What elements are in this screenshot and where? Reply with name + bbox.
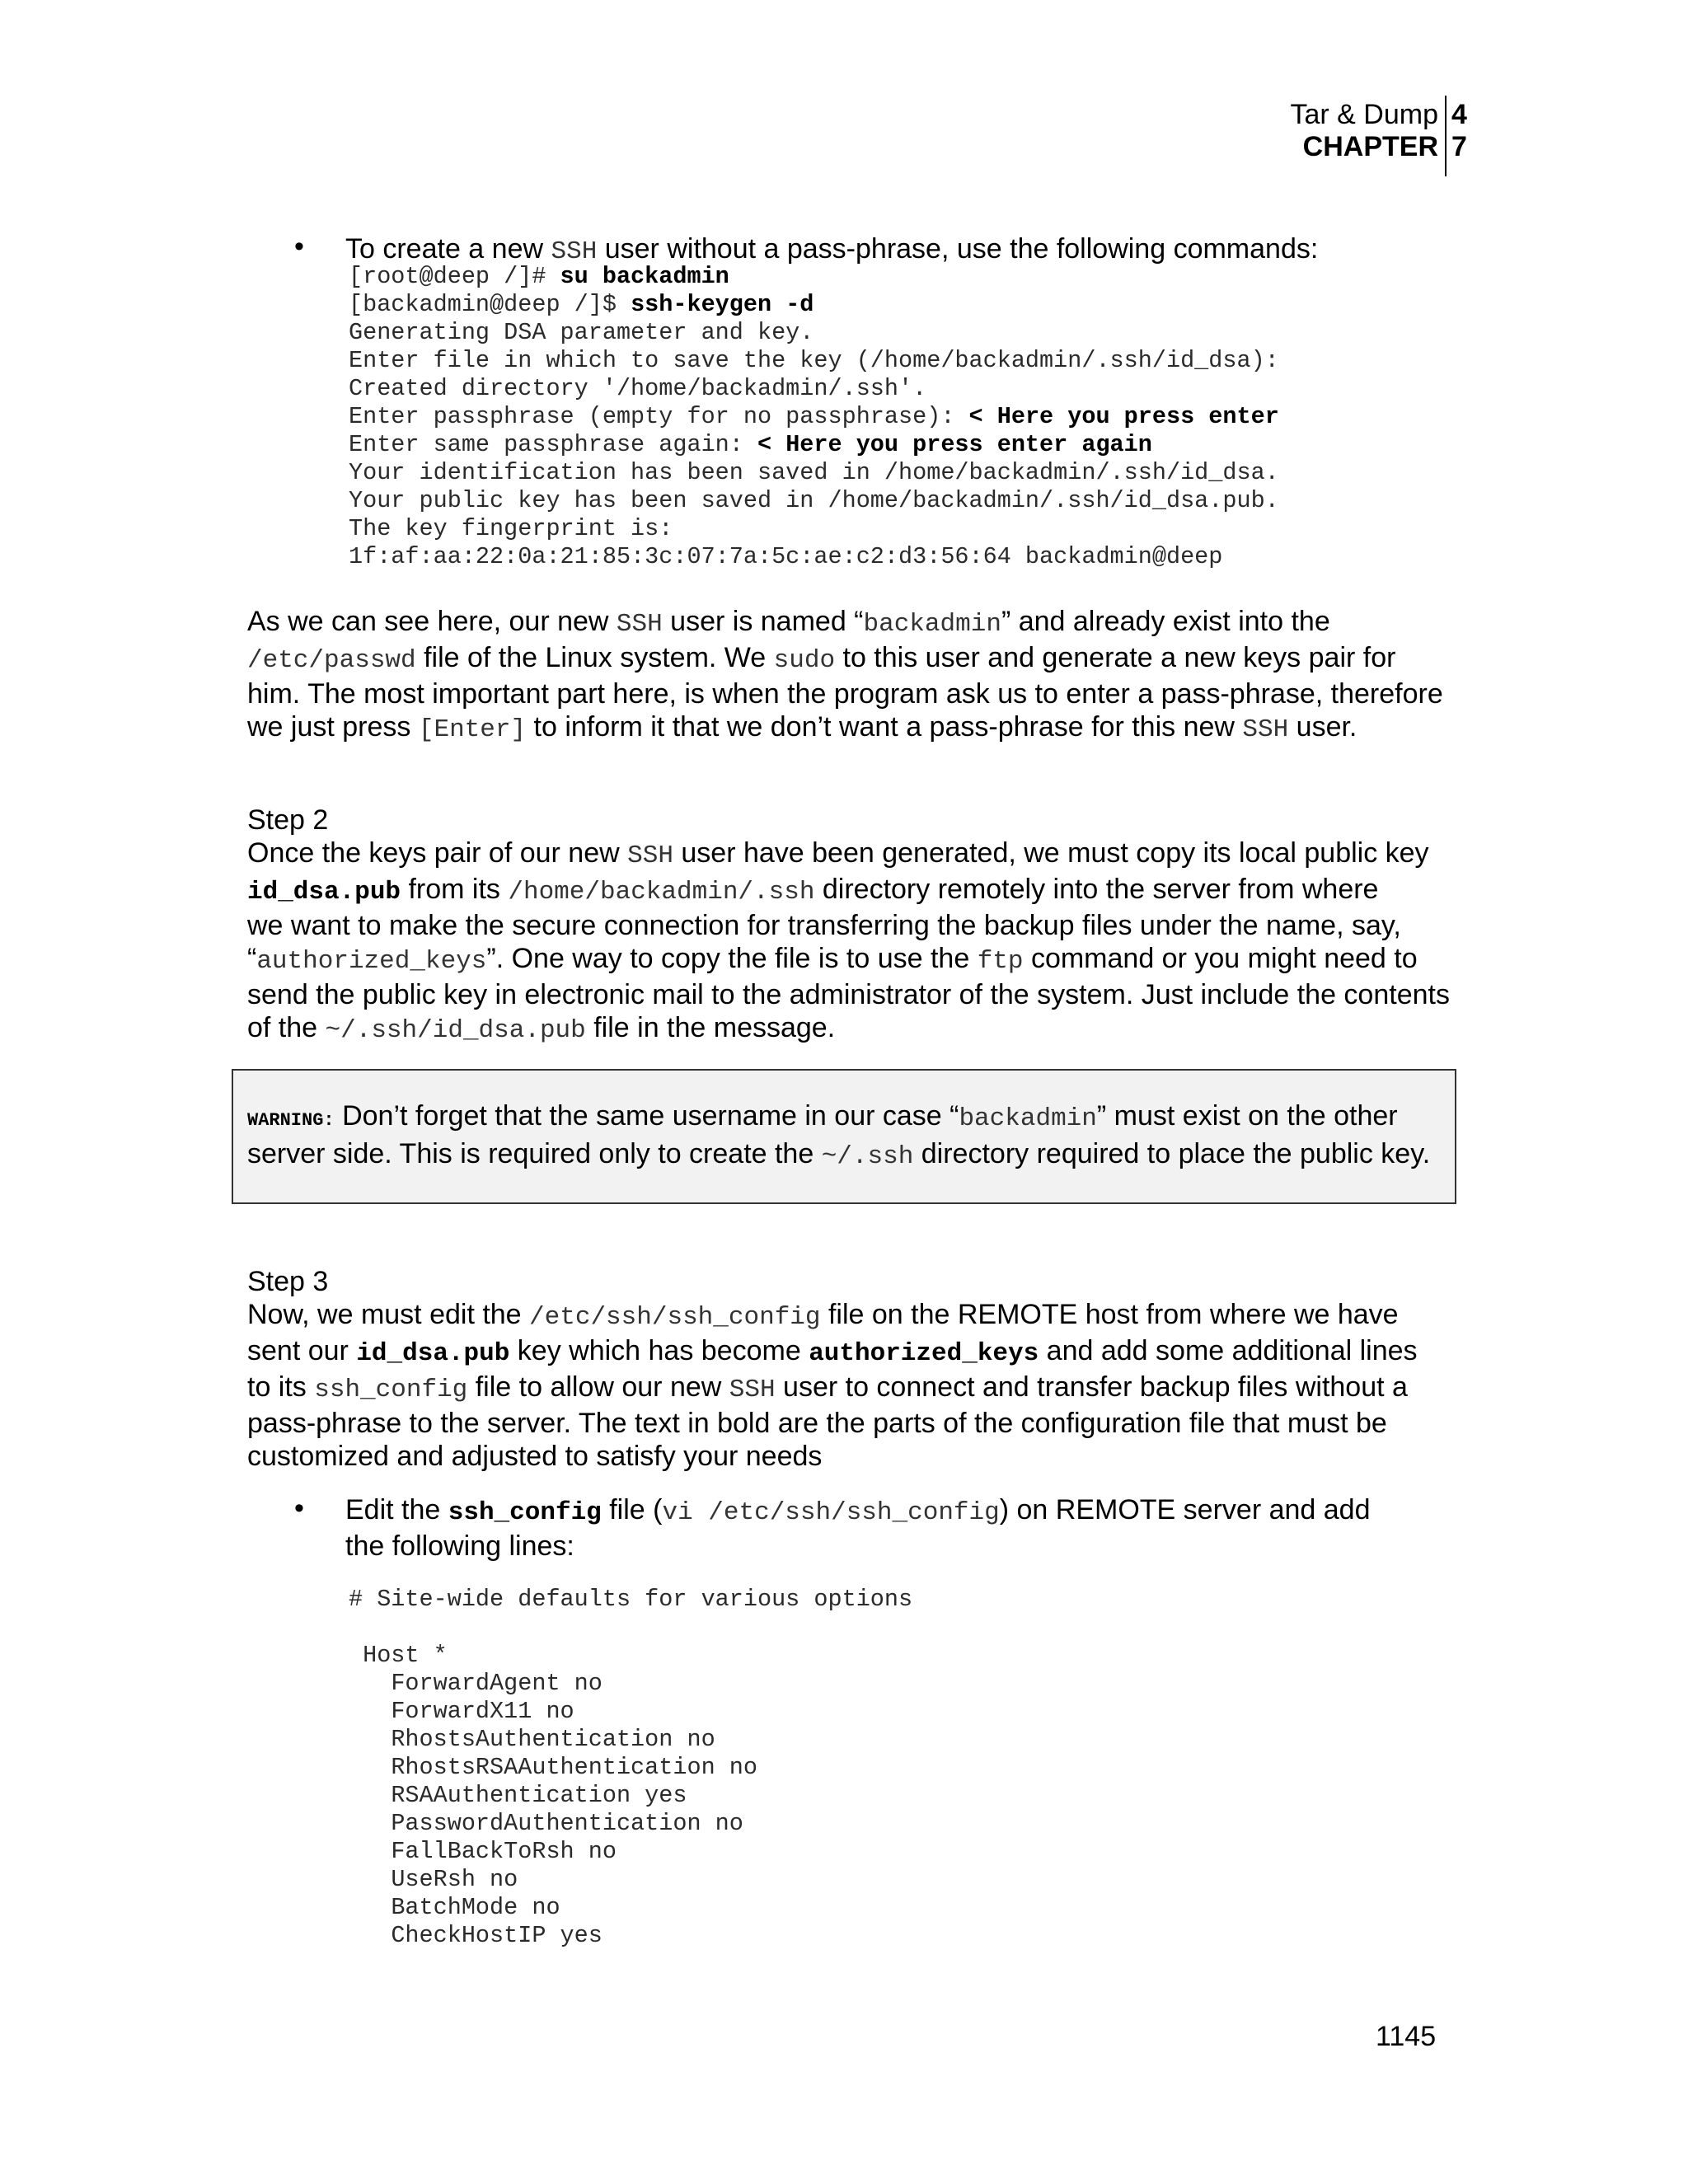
- ssh-config-code-block: # Site-wide defaults for various options Host * ForwardAgent no ForwardX11 no RhostsAuthentication no RhostsRSAAuthentication no RSAAuthentication yes PasswordAuthentication no FallBackToRsh no UseRsh no BatchMode no CheckHostIP yes: [349, 1586, 913, 1949]
- bullet-dot-2: •: [294, 1493, 304, 1524]
- warning-text: WARNING: Don’t forget that the same username in our case “backadmin” must exist on the other server side. This is required only to create the ~/.ssh directory required to place the public key.: [247, 1100, 1431, 1171]
- header-chapter-digit-1: 4: [1451, 99, 1467, 130]
- bullet-dot-1: •: [294, 231, 304, 262]
- step2-section: Step 2 Once the keys pair of our new SSH user have been generated, we must copy its local public key id_dsa.pub from its /home/backadmin/.ssh directory remotely into the server from where we want to make the secure connection for transferring the backup files under the name, say, “authorized_keys”. One way to copy the file is to use the ftp command or you might need to send the public key in electronic mail to the administrator of the system. Just include the contents of the ~/.ssh/id_dsa.pub file in the message.: [247, 804, 1450, 1045]
- paragraph-backadmin: As we can see here, our new SSH user is named “backadmin” and already exist into the /etc/passwd file of the Linux system. We sudo to this user and generate a new keys pair for him. The most important part here, is when the program ask us to enter a pass-phrase, therefore we just press [Enter] to inform it that we don’t want a pass-phrase for this new SSH user.: [247, 606, 1443, 744]
- header-divider: [1445, 96, 1447, 176]
- warning-label: WARNING:: [247, 1110, 335, 1131]
- bullet2-text: Edit the ssh_config file (vi /etc/ssh/ssh_config) on REMOTE server and add the following lines:: [345, 1494, 1371, 1562]
- config-host: Host *: [349, 1642, 448, 1669]
- page-number: 1145: [1376, 2021, 1437, 2052]
- bullet1-text: To create a new SSH user without a pass-phrase, use the following commands:: [345, 233, 1319, 266]
- header-chapter-digit-2: 7: [1451, 131, 1467, 162]
- config-comment: # Site-wide defaults for various options: [349, 1586, 913, 1613]
- header-title-row: [1290, 99, 1467, 131]
- header-title: Tar & Dump: [1290, 99, 1438, 130]
- keygen-code-block: [root@deep /]# su backadmin [backadmin@deep /]$ ssh-keygen -d Generating DSA parameter and key. Enter file in which to save the key (/home/backadmin/.ssh/id_dsa): Created directory '/home/backadmin/.ssh'. Enter passphrase (empty for no passphrase): < Here you press enter Enter same passphrase again: < Here you press enter again Your identification has been saved in /home/backadmin/.ssh/id_dsa. Your public key has been saved in /home/backadmin/.ssh/id_dsa.pub. The key fingerprint is: 1f:af:aa:22:0a:21:85:3c:07:7a:5c:ae:c2:d3:56:64 backadmin@deep: [349, 263, 1279, 570]
- step2-heading: Step 2: [247, 804, 329, 836]
- header-chapter-label: CHAPTER: [1302, 131, 1438, 162]
- header-chapter-row: [1302, 131, 1467, 163]
- step3-heading: Step 3: [247, 1266, 329, 1297]
- step3-section: Step 3 Now, we must edit the /etc/ssh/ssh_config file on the REMOTE host from where we have sent our id_dsa.pub key which has become authorized_keys and add some additional lines to its ssh_config file to allow our new SSH user to connect and transfer backup files without a pass-phrase to the server. The text in bold are the parts of the configuration file that must be customized and adjusted to satisfy your needs: [247, 1266, 1418, 1472]
- running-header: [705, 96, 1467, 176]
